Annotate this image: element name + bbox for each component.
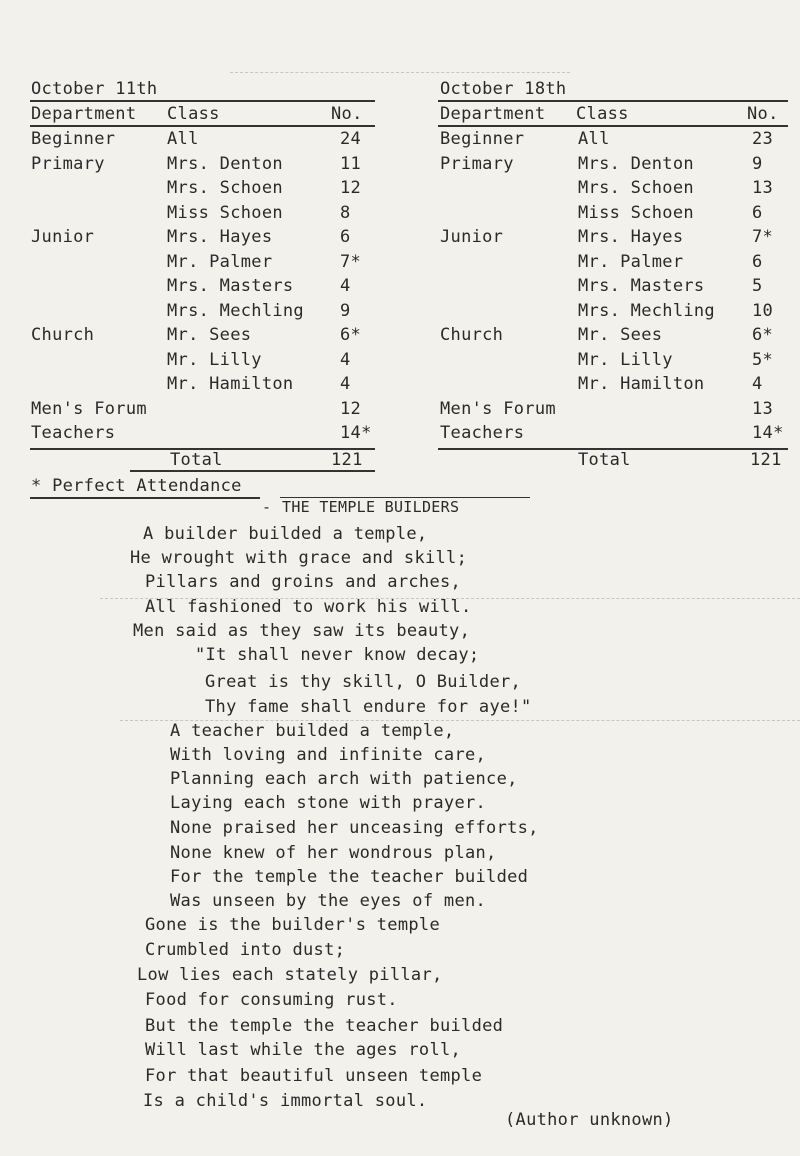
header-class: Class <box>576 104 629 124</box>
cell-department: Church <box>31 325 95 345</box>
poem-line: None knew of her wondrous plan, <box>170 843 497 863</box>
cell-class: Mr. Hamilton <box>167 374 294 394</box>
cell-class: Mr. Palmer <box>578 251 684 272</box>
cell-class: Mrs. Hayes <box>167 227 273 247</box>
cell-no: 4 <box>340 374 351 394</box>
poem-line: Crumbled into dust; <box>145 940 346 960</box>
cell-class: Mrs. Schoen <box>578 178 694 198</box>
header-department: Department <box>440 104 546 124</box>
cell-no: 13 <box>752 398 774 419</box>
cell-department: Primary <box>31 153 105 174</box>
poem-line: Pillars and groins and arches, <box>145 572 462 592</box>
poem-line: Gone is the builder's temple <box>145 915 440 935</box>
cell-department: Teachers <box>440 423 525 443</box>
header-no: No. <box>747 104 779 124</box>
poem-line: Laying each stone with prayer. <box>170 793 487 813</box>
poem-line: A builder builded a temple, <box>143 524 428 544</box>
poem-line: A teacher builded a temple, <box>170 721 455 741</box>
poem-title-dash: - <box>262 498 272 516</box>
cell-class: Mr. Sees <box>167 325 252 345</box>
cell-no: 10 <box>752 300 774 321</box>
poem-line: But the temple the teacher builded <box>145 1016 504 1036</box>
divider <box>130 470 375 472</box>
cell-no: 6* <box>752 325 774 345</box>
cell-class: All <box>167 129 199 149</box>
cell-class: Mr. Lilly <box>578 349 673 370</box>
cell-no: 4 <box>752 374 763 394</box>
poem-line: Thy fame shall endure for aye!" <box>205 697 532 717</box>
cell-class: Mr. Lilly <box>167 349 262 370</box>
poem-line: Planning each arch with patience, <box>170 769 518 789</box>
poem-line: Great is thy skill, O Builder, <box>205 672 522 692</box>
cell-class: Mrs. Hayes <box>578 227 684 247</box>
cell-no: 5 <box>752 276 763 296</box>
divider <box>30 497 260 499</box>
poem-line: Low lies each stately pillar, <box>137 965 443 985</box>
cell-no: 12 <box>340 178 362 198</box>
cell-class: Mrs. Masters <box>167 276 294 296</box>
cell-no: 7* <box>340 251 362 272</box>
cell-no: 14* <box>340 423 372 443</box>
divider <box>438 125 788 127</box>
poem-line: He wrought with grace and skill; <box>130 548 468 568</box>
cell-department: Primary <box>440 153 514 174</box>
poem-title: THE TEMPLE BUILDERS <box>282 498 460 516</box>
cell-class: Mrs. Mechling <box>167 300 304 321</box>
cell-no: 6 <box>752 202 763 223</box>
total-value: 121 <box>331 450 363 470</box>
perfect-attendance-note: * Perfect Attendance <box>31 476 242 496</box>
cell-department: Teachers <box>31 423 116 443</box>
poem-line: Will last while the ages roll, <box>145 1040 462 1060</box>
cell-no: 11 <box>340 153 362 174</box>
cell-department: Men's Forum <box>440 398 556 419</box>
cell-no: 13 <box>752 178 774 198</box>
cell-class: All <box>578 129 610 149</box>
header-no: No. <box>331 104 363 124</box>
cell-no: 5* <box>752 349 774 370</box>
cell-no: 6* <box>340 325 362 345</box>
header-class: Class <box>167 104 220 124</box>
cell-no: 6 <box>340 227 351 247</box>
cell-class: Mr. Palmer <box>167 251 273 272</box>
cell-no: 12 <box>340 398 362 419</box>
poem-line: Is a child's immortal soul. <box>143 1091 428 1111</box>
cell-department: Beginner <box>440 129 525 149</box>
table-date: October 11th <box>31 79 158 99</box>
divider <box>30 100 375 102</box>
poem-attribution: (Author unknown) <box>505 1110 674 1130</box>
cell-no: 7* <box>752 227 774 247</box>
poem-line: Food for consuming rust. <box>145 990 398 1010</box>
poem-line: With loving and infinite care, <box>170 745 487 765</box>
cell-class: Mrs. Mechling <box>578 300 715 321</box>
total-label: Total <box>170 450 223 470</box>
cell-no: 6 <box>752 251 763 272</box>
divider <box>438 100 788 102</box>
cell-class: Mrs. Denton <box>578 153 694 174</box>
poem-line: None praised her unceasing efforts, <box>170 818 539 838</box>
cell-department: Beginner <box>31 129 116 149</box>
cell-no: 9 <box>340 300 351 321</box>
cell-no: 24 <box>340 129 362 149</box>
cell-class: Mrs. Masters <box>578 276 705 296</box>
cell-no: 4 <box>340 276 351 296</box>
cell-department: Junior <box>31 227 95 247</box>
poem-line: All fashioned to work his will. <box>145 597 472 617</box>
poem-line: "It shall never know decay; <box>195 645 480 665</box>
cell-no: 8 <box>340 202 351 223</box>
table-date: October 18th <box>440 79 567 99</box>
cell-department: Church <box>440 325 504 345</box>
cell-class: Miss Schoen <box>167 202 283 223</box>
cell-no: 14* <box>752 423 784 443</box>
poem-line: Was unseen by the eyes of men. <box>170 891 487 911</box>
cell-no: 4 <box>340 349 351 370</box>
divider <box>30 125 375 127</box>
cell-class: Miss Schoen <box>578 202 694 223</box>
total-value: 121 <box>750 450 782 470</box>
cell-no: 23 <box>752 129 774 149</box>
poem-line: For that beautiful unseen temple <box>145 1066 483 1086</box>
total-label: Total <box>578 450 631 470</box>
cell-class: Mrs. Denton <box>167 153 283 174</box>
divider <box>280 497 530 498</box>
poem-line: Men said as they saw its beauty, <box>133 621 471 641</box>
cell-class: Mr. Hamilton <box>578 374 705 394</box>
poem-line: For the temple the teacher builded <box>170 867 529 887</box>
header-department: Department <box>31 104 137 124</box>
cell-department: Junior <box>440 227 504 247</box>
smudge-mark <box>230 72 570 73</box>
cell-class: Mrs. Schoen <box>167 178 283 198</box>
cell-class: Mr. Sees <box>578 325 663 345</box>
cell-no: 9 <box>752 153 763 174</box>
cell-department: Men's Forum <box>31 398 147 419</box>
